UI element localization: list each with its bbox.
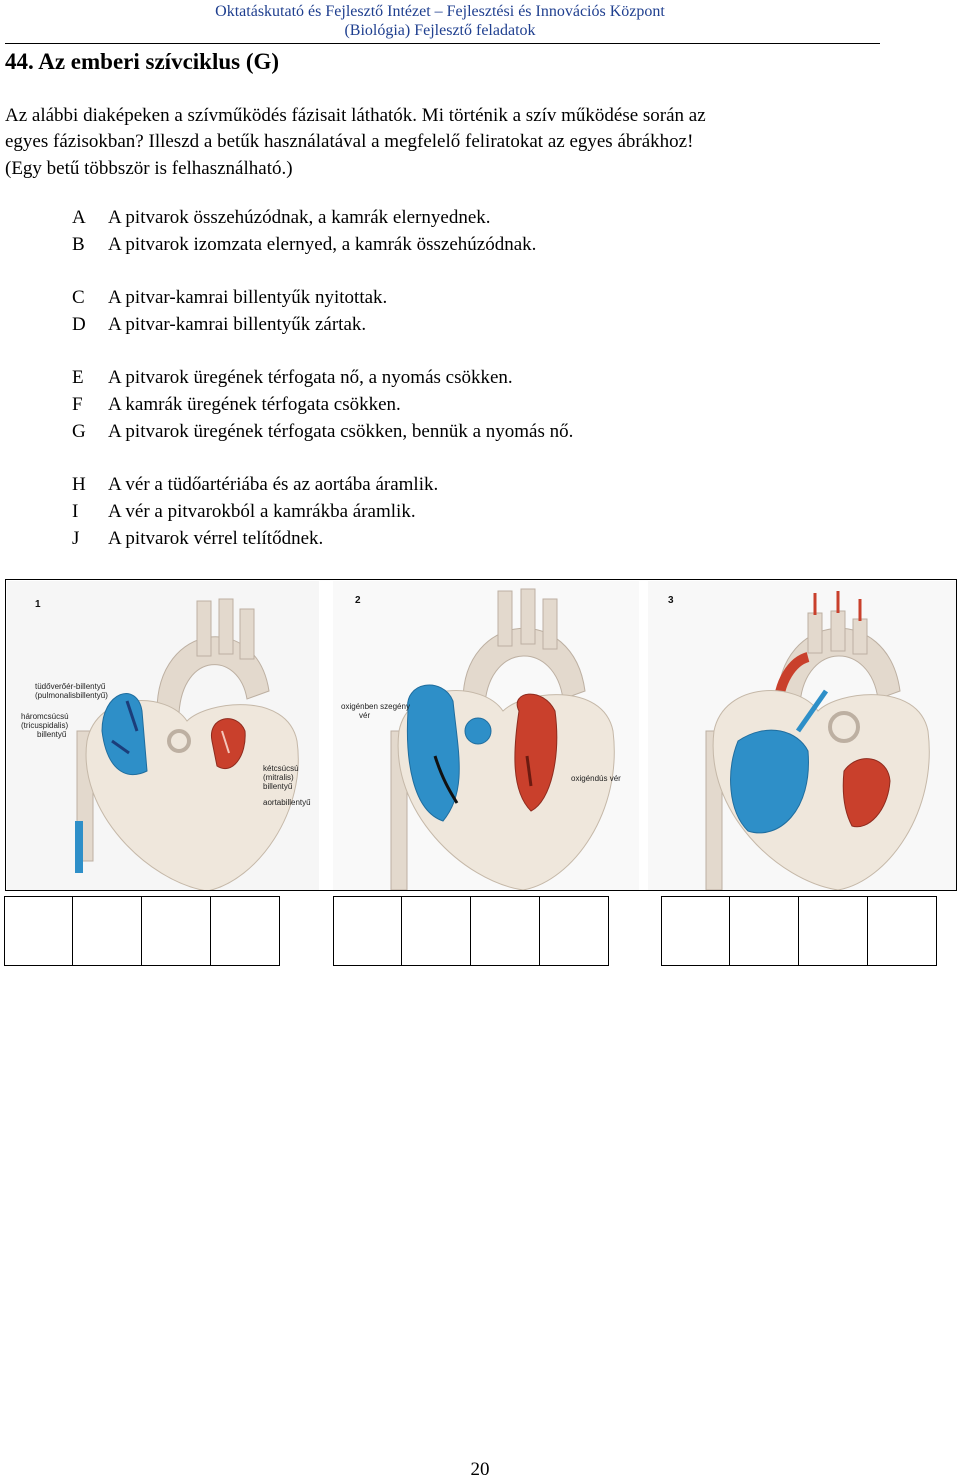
answer-boxes-3 [661,896,937,966]
option-letter: E [72,367,84,388]
label-pulmonary-valve: tüdőverőér-billentyű [35,682,106,691]
option-item [72,394,401,416]
heart-diagram-1 [7,581,319,890]
answer-box[interactable] [471,896,540,966]
heart-cycle-figure [5,579,957,891]
answer-box[interactable] [333,896,402,966]
label-pulmonary-valve-latin: (pulmonalisbillentyű) [35,691,108,700]
option-item [72,287,387,309]
label-tricuspid-valve: háromcsúcsú [21,712,69,721]
option-text: A vér a pitvarokból a kamrákba áramlik. [108,501,416,522]
option-letter: B [72,234,85,255]
option-text: A pitvarok üregének térfogata nő, a nyomás csökken. [108,367,513,388]
option-item [72,234,536,256]
option-item [72,367,513,389]
option-letter: J [72,528,80,549]
header-divider [5,43,880,44]
answer-box[interactable] [799,896,868,966]
heart-diagram-2 [333,581,639,890]
panel-number-2: 2 [355,595,361,606]
label-aortic-valve: aortabillentyű [263,798,311,807]
option-letter: I [72,501,79,522]
option-letter: A [72,207,86,228]
heart-illustration-1 [7,581,319,890]
option-item [72,474,438,496]
heart-illustration-3 [648,581,956,890]
answer-box[interactable] [142,896,211,966]
option-item [72,528,323,550]
label-oxygenated-blood: oxigéndús vér [571,774,621,783]
option-text: A pitvarok összehúzódnak, a kamrák elernyednek. [108,207,491,228]
option-text: A pitvarok izomzata elernyed, a kamrák összehúzódnak. [108,234,537,255]
option-text: A pitvar-kamrai billentyűk zártak. [108,314,367,335]
header-subtitle: (Biológia) Fejlesztő feladatok [344,22,536,39]
option-letter: G [72,421,86,442]
option-letter: H [72,474,86,495]
option-letter: C [72,287,85,308]
page-number: 20 [470,1459,490,1480]
label-tricuspid-valve-latin: (tricuspidalis) [21,721,69,730]
answer-box[interactable] [730,896,799,966]
header-institute: Oktatáskutató és Fejlesztő Intézet – Fejlesztési és Innovációs Központ [215,3,665,20]
instruction-line: egyes fázisokban? Illeszd a betűk használatával a megfelelő feliratokat az egyes ábrákhoz! [5,131,694,152]
option-letter: F [72,394,83,415]
answer-box[interactable] [4,896,73,966]
instruction-line: (Egy betű többször is felhasználható.) [5,158,293,179]
option-text: A kamrák üregének térfogata csökken. [108,394,401,415]
option-text: A vér a tüdőartériába és az aortába áramlik. [108,474,439,495]
label-mitral-valve: kétcsúcsú [263,764,299,773]
label-deoxygenated-blood: oxigénben szegény [341,702,410,711]
option-item [72,501,416,523]
answer-boxes-2 [333,896,609,966]
task-title: 44. Az emberi szívciklus (G) [5,49,280,74]
answer-box[interactable] [402,896,471,966]
label-deoxygenated-blood-word: vér [359,711,371,720]
answer-box[interactable] [868,896,937,966]
instruction-line: Az alábbi diaképeken a szívműködés fázisait láthatók. Mi történik a szív működése során az [5,105,706,126]
option-item [72,421,573,443]
answer-boxes-1 [4,896,280,966]
heart-diagram-3 [648,581,956,890]
panel-number-3: 3 [668,595,674,606]
option-text: A pitvar-kamrai billentyűk nyitottak. [108,287,388,308]
option-item [72,207,491,229]
label-tricuspid-valve-word: billentyű [37,730,67,739]
option-text: A pitvarok vérrel telítődnek. [108,528,324,549]
answer-box[interactable] [211,896,280,966]
task-instructions [5,102,877,182]
answer-box[interactable] [540,896,609,966]
answer-box[interactable] [73,896,142,966]
label-mitral-valve-latin: (mitralis) [263,773,294,782]
answer-box[interactable] [661,896,730,966]
heart-illustration-2 [333,581,639,890]
label-mitral-valve-word: billentyű [263,782,293,791]
panel-number-1: 1 [35,599,41,610]
document-header [195,2,685,40]
option-item [72,314,366,336]
option-letter: D [72,314,86,335]
option-text: A pitvarok üregének térfogata csökken, bennük a nyomás nő. [108,421,574,442]
